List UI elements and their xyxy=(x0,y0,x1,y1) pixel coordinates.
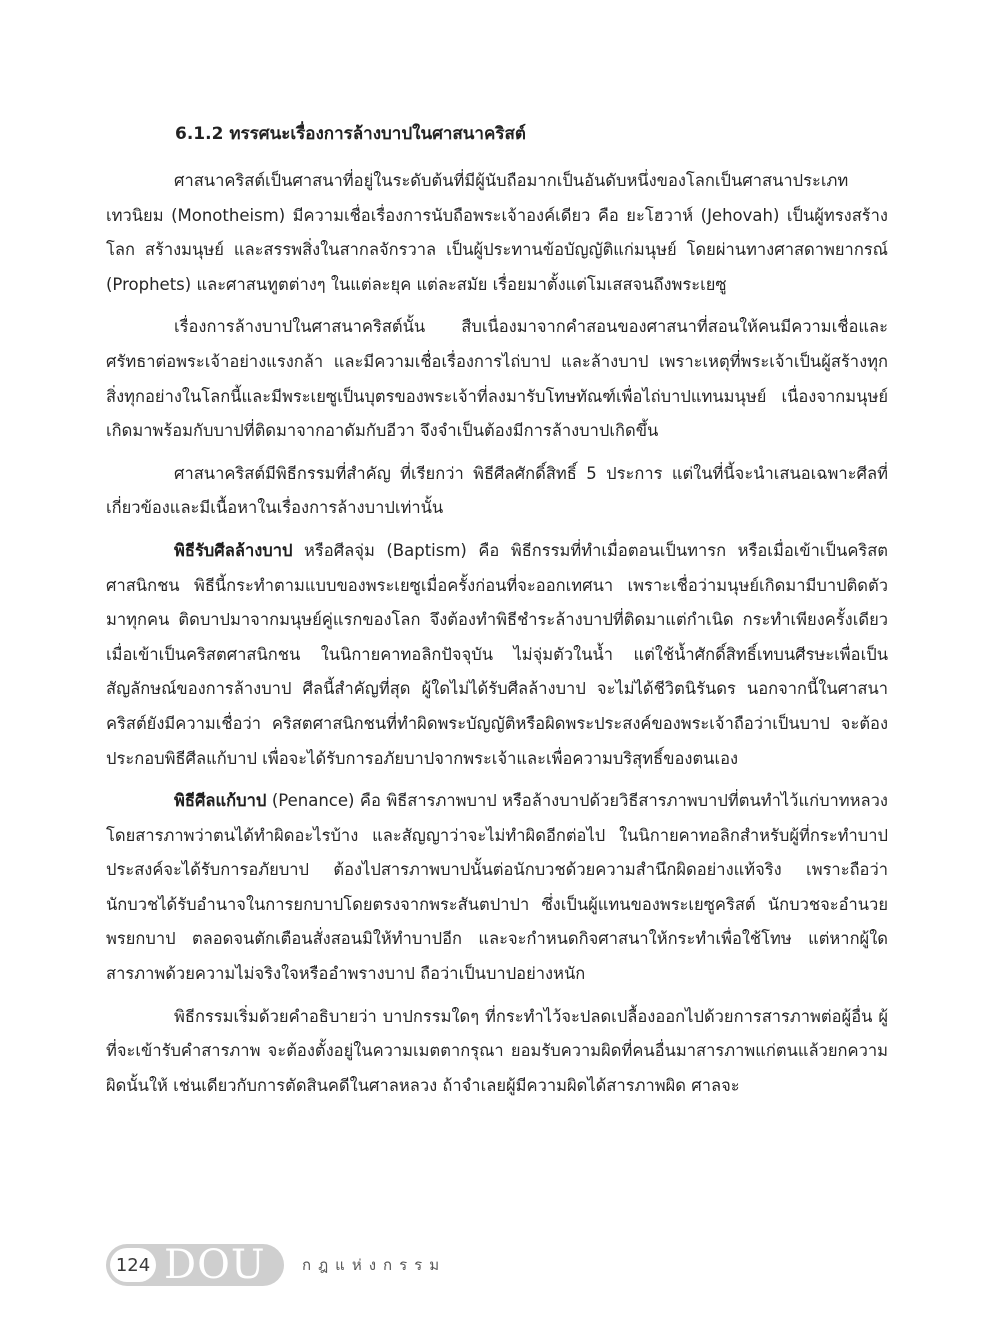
paragraph: ศาสนาคริสต์มีพิธีกรรมที่สำคัญ ที่เรียกว่า พิธีศีลศักดิ์สิทธิ์ 5 ประการ แต่ในที่นี้จะนำเสนอเฉพาะศีลที่เกี่ยวข้องและมีเนื้อหาในเรื่องการล้างบาปเท่านั้น xyxy=(106,463,888,518)
paragraph xyxy=(106,784,888,992)
paragraph-text: หรือศีลจุ่ม (Baptism) คือ พิธีกรรมที่ทำเมื่อตอนเป็นทารก หรือเมื่อเข้าเป็นคริสตศาสนิกชน พิธีนี้กระทำตามแบบของพระเยซูเมื่อครั้งก่อนที่จะออกเทศนา เพราะเชื่อว่ามนุษย์เกิดมามีบาปติดตัวมาทุกคน ติดบาปมาจากมนุษย์คู่แรกของโลก จึงต้องทำพิธีชำระล้างบาปที่ติดมาแต่กำเนิด กระทำเพียงครั้งเดียวเมื่อเข้าเป็นคริสตศาสนิกชน ในนิกายคาทอลิกปัจจุบัน ไม่จุ่มตัวในน้ำ แต่ใช้น้ำศักดิ์สิทธิ์เทบนศีรษะเพื่อเป็นสัญลักษณ์ของการล้างบาป ศีลนี้สำคัญที่สุด ผู้ใดไม่ได้รับศีลล้างบาป จะไม่ได้ชีวิตนิรันดร นอกจากนี้ในศาสนาคริสต์ยังมีความเชื่อว่า คริสตศาสนิกชนที่ทำผิดพระบัญญัติหรือผิดพระประสงค์ของพระเจ้าถือว่าเป็นบาป จะต้องประกอบพิธีศีลแก้บาป เพื่อจะได้รับการอภัยบาปจากพระเจ้าและเพื่อความบริสุทธิ์ของตนเอง xyxy=(106,540,888,768)
dou-logo: DOU xyxy=(164,1242,266,1288)
term-baptism: พิธีรับศีลล้างบาป xyxy=(174,540,293,560)
paragraph-text: (Penance) คือ พิธีสารภาพบาป หรือล้างบาปด้วยวิธีสารภาพบาปที่ตนทำไว้แก่บาทหลวง โดยสารภาพว่าตนได้ทำผิดอะไรบ้าง และสัญญาว่าจะไม่ทำผิดอีกต่อไป ในนิกายคาทอลิกสำหรับผู้ที่กระทำบาป ประสงค์จะได้รับการอภัยบาป ต้องไปสารภาพบาปนั้นต่อนักบวชด้วยความสำนึกผิดอย่างแท้จริง เพราะถือว่านักบวชได้รับอำนาจในการยกบาปโดยตรงจากพระสันตปาปา ซึ่งเป็นผู้แทนของพระเยซูคริสต์ นักบวชจะอำนวยพรยกบาป ตลอดจนตักเตือนสั่งสอนมิให้ทำบาปอีก และจะกำหนดกิจศาสนาให้กระทำเพื่อใช้โทษ แต่หากผู้ใดสารภาพด้วยความไม่จริงใจหรืออำพรางบาป ถือว่าเป็นบาปอย่างหนัก xyxy=(106,791,888,984)
body-text xyxy=(106,164,888,1111)
footer-badge xyxy=(106,1244,284,1286)
paragraph: พิธีกรรมเริ่มด้วยคำอธิบายว่า บาปกรรมใดๆ ที่กระทำไว้จะปลดเปลื้องออกไปด้วยการสารภาพต่อผู้อื่น ผู้ที่จะเข้ารับคำสารภาพ จะต้องตั้งอยู่ในความเมตตากรุณา ยอมรับความผิดที่คนอื่นมาสารภาพแก่ตนแล้วยกความผิดนั้นให้ เช่นเดียวกับการตัดสินคดีในศาลหลวง ถ้าจำเลยผู้มีความผิดได้สารภาพผิด ศาลจะ xyxy=(106,1006,888,1095)
page-number: 124 xyxy=(110,1248,156,1282)
term-penance: พิธีศีลแก้บาป xyxy=(174,791,267,811)
paragraph: เรื่องการล้างบาปในศาสนาคริสต์นั้น สืบเนื่องมาจากคำสอนของศาสนาที่สอนให้คนมีความเชื่อและศรัทธาต่อพระเจ้าอย่างแรงกล้า และมีความเชื่อเรื่องการไถ่บาป และล้างบาป เพราะเหตุที่พระเจ้าเป็นผู้สร้างทุกสิ่งทุกอย่างในโลกนี้และมีพระเยซูเป็นบุตรของพระเจ้าที่ลงมารับโทษทัณฑ์เพื่อไถ่บาปแทนมนุษย์ เนื่องจากมนุษย์เกิดมาพร้อมกับบาปที่ติดมาจากอาดัมกับอีวา จึงจำเป็นต้องมีการล้างบาปเกิดขึ้น xyxy=(106,317,888,441)
page-footer xyxy=(106,1244,446,1286)
paragraph: ศาสนาคริสต์เป็นศาสนาที่อยู่ในระดับต้นที่มีผู้นับถือมากเป็นอันดับหนึ่งของโลกเป็นศาสนาประเภทเทวนิยม (Monotheism) มีความเชื่อเรื่องการนับถือพระเจ้าองค์เดียว คือ ยะโฮวาห์ (Jehovah) เป็นผู้ทรงสร้างโลก สร้างมนุษย์ และสรรพสิ่งในสากลจักรวาล เป็นผู้ประทานข้อบัญญัติแก่มนุษย์ โดยผ่านทางศาสดาพยากรณ์ (Prophets) และศาสนทูตต่างๆ ในแต่ละยุค แต่ละสมัย เรื่อยมาตั้งแต่โมเสสจนถึงพระเยซู xyxy=(106,171,888,294)
section-heading: 6.1.2 ทรรศนะเรื่องการล้างบาปในศาสนาคริสต์ xyxy=(175,124,526,144)
book-title: กฎแห่งกรรม xyxy=(302,1256,447,1274)
paragraph xyxy=(106,534,888,776)
